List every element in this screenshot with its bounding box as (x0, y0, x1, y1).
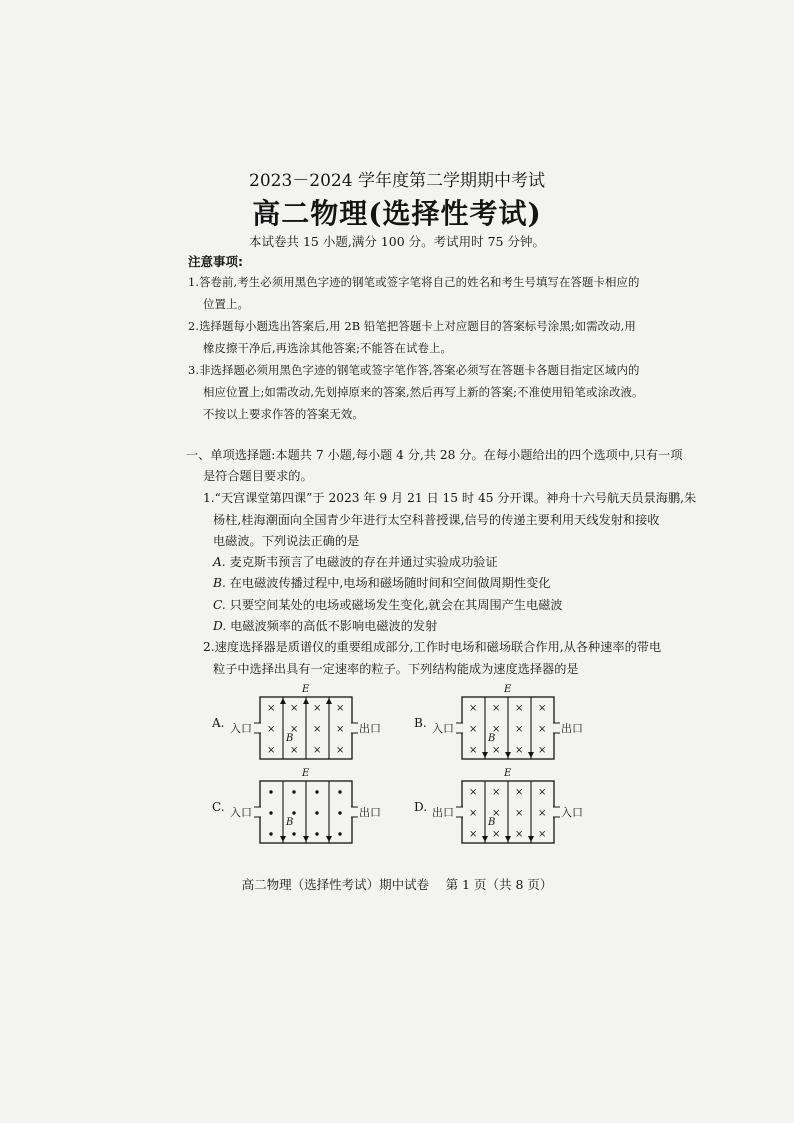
notice-line: 不按以上要求作答的答案无效。 (203, 407, 364, 421)
diagram-right-label: 入口 (561, 806, 583, 819)
b-field-dot (292, 811, 295, 814)
diagram-right-label: 出口 (561, 722, 583, 735)
diagram-option-letter: B. (414, 716, 427, 730)
diagram-option-letter: D. (414, 800, 428, 814)
diagram-left-label: 入口 (432, 722, 454, 735)
velocity-selector-diagram-d (414, 767, 604, 847)
b-field-label: B (286, 817, 294, 828)
b-field-dot (315, 811, 318, 814)
notice-line: 橡皮擦干净后,再选涂其他答案;不能答在试卷上。 (203, 341, 452, 355)
q1-stem: 1.“天宫课堂第四课”于 2023 年 9 月 21 日 15 时 45 分开课。神舟十六号航天员景海鹏,朱 (203, 491, 697, 505)
b-field-cross: × (515, 724, 524, 735)
q2-stem: 粒子中选择出具有一定速率的粒子。下列结构能成为速度选择器的是 (213, 662, 579, 676)
notice-line: 1.答卷前,考生必须用黑色字迹的钢笔或签字笔将自己的姓名和考生号填写在答题卡相应的 (188, 275, 640, 289)
e-field-arrow (280, 698, 286, 704)
b-field-cross: × (492, 724, 501, 735)
b-field-cross: × (492, 808, 501, 819)
diagram-option-letter: A. (212, 716, 225, 730)
b-field-cross: × (313, 724, 322, 735)
diagram-left-label: 入口 (230, 806, 252, 819)
e-field-arrow (482, 752, 488, 758)
b-field-label: B (488, 817, 496, 828)
b-field-cross: × (492, 787, 501, 798)
left-opening (460, 807, 464, 817)
b-field-cross: × (267, 724, 276, 735)
e-field-label: E (302, 684, 310, 695)
diagram-option-letter: C. (212, 800, 225, 814)
b-field-dot (269, 811, 272, 814)
subject-title: 高二物理(选择性考试) (252, 197, 542, 230)
velocity-selector-diagram-c (212, 767, 402, 847)
b-field-label: B (286, 733, 294, 744)
e-field-arrow (326, 698, 332, 704)
exam-title: 2023－2024 学年度第二学期期中考试 (249, 171, 545, 191)
b-field-dot (292, 832, 295, 835)
b-field-cross: × (492, 745, 501, 756)
notice-line: 位置上。 (203, 297, 249, 311)
b-field-cross: × (290, 703, 299, 714)
b-field-dot (338, 790, 341, 793)
e-field-arrow (505, 752, 511, 758)
velocity-selector-diagram-b (414, 683, 604, 763)
b-field-cross: × (469, 703, 478, 714)
diagram-left-label: 出口 (432, 806, 454, 819)
diagram-left-label: 入口 (230, 722, 252, 735)
b-field-cross: × (538, 808, 547, 819)
b-field-cross: × (336, 703, 345, 714)
b-field-cross: × (515, 829, 524, 840)
notice-heading: 注意事项: (188, 254, 243, 269)
b-field-cross: × (313, 745, 322, 756)
q1-option-b: B. 在电磁波传播过程中,电场和磁场随时间和空间做周期性变化 (213, 576, 551, 590)
right-opening (552, 723, 556, 733)
right-opening (350, 723, 354, 733)
b-field-dot (315, 790, 318, 793)
notice-line: 3.非选择题必须用黑色字迹的钢笔或签字笔作答,答案必须写在答题卡各题目指定区域内的 (188, 363, 640, 377)
b-field-dot (338, 811, 341, 814)
b-field-cross: × (267, 703, 276, 714)
e-field-arrow (528, 836, 534, 842)
e-field-label: E (504, 768, 512, 779)
b-field-cross: × (290, 745, 299, 756)
left-opening (258, 807, 262, 817)
b-field-cross: × (515, 787, 524, 798)
e-field-arrow (303, 836, 309, 842)
q2-stem: 2.速度选择器是质谱仪的重要组成部分,工作时电场和磁场联合作用,从各种速率的带电 (203, 640, 662, 654)
b-field-dot (338, 832, 341, 835)
b-field-cross: × (336, 724, 345, 735)
b-field-cross: × (336, 745, 345, 756)
b-field-cross: × (469, 724, 478, 735)
b-field-cross: × (469, 829, 478, 840)
b-field-cross: × (492, 703, 501, 714)
b-field-cross: × (515, 745, 524, 756)
b-field-cross: × (538, 703, 547, 714)
q1-option-a: A. 麦克斯韦预言了电磁波的存在并通过实验成功验证 (213, 555, 498, 569)
e-field-arrow (280, 836, 286, 842)
left-opening (258, 723, 262, 733)
b-field-dot (315, 832, 318, 835)
e-field-label: E (302, 768, 310, 779)
b-field-cross: × (538, 724, 547, 735)
diagram-right-label: 出口 (359, 722, 381, 735)
e-field-arrow (528, 752, 534, 758)
b-field-cross: × (469, 787, 478, 798)
b-field-cross: × (538, 787, 547, 798)
q1-option-d: D. 电磁波频率的高低不影响电磁波的发射 (213, 619, 438, 633)
page-footer: 高二物理（选择性考试）期中试卷 第 1 页（共 8 页） (241, 877, 553, 892)
notice-line: 2.选择题每小题选出答案后,用 2B 铅笔把答题卡上对应题目的答案标号涂黑;如需改动,用 (188, 319, 636, 333)
e-field-label: E (504, 684, 512, 695)
b-field-cross: × (538, 745, 547, 756)
e-field-arrow (326, 836, 332, 842)
velocity-selector-diagram-a (212, 683, 402, 763)
left-opening (460, 723, 464, 733)
b-field-cross: × (290, 724, 299, 735)
section-heading: 一、单项选择题:本题共 7 小题,每小题 4 分,共 28 分。在每小题给出的四个选项中,只有一项 (186, 448, 683, 462)
e-field-arrow (505, 836, 511, 842)
b-field-cross: × (469, 808, 478, 819)
e-field-arrow (482, 836, 488, 842)
q1-option-c: C. 只要空间某处的电场或磁场发生变化,就会在其周围产生电磁波 (213, 598, 563, 612)
b-field-cross: × (538, 829, 547, 840)
right-opening (552, 807, 556, 817)
right-opening (350, 807, 354, 817)
notice-line: 相应位置上;如需改动,先划掉原来的答案,然后再写上新的答案;不准使用铅笔或涂改液。 (203, 385, 644, 399)
b-field-cross: × (515, 808, 524, 819)
b-field-cross: × (267, 745, 276, 756)
b-field-dot (292, 790, 295, 793)
b-field-dot (269, 790, 272, 793)
b-field-label: B (488, 733, 496, 744)
b-field-cross: × (515, 703, 524, 714)
q1-stem: 杨柱,桂海潮面向全国青少年进行太空科普授课,信号的传递主要利用天线发射和接收 (213, 513, 660, 527)
b-field-cross: × (492, 829, 501, 840)
q1-stem: 电磁波。下列说法正确的是 (213, 534, 360, 548)
section-heading-cont: 是符合题目要求的。 (203, 469, 313, 483)
e-field-arrow (303, 698, 309, 704)
diagram-right-label: 出口 (359, 806, 381, 819)
b-field-cross: × (469, 745, 478, 756)
b-field-dot (269, 832, 272, 835)
b-field-cross: × (313, 703, 322, 714)
exam-info: 本试卷共 15 小题,满分 100 分。考试用时 75 分钟。 (249, 234, 545, 249)
